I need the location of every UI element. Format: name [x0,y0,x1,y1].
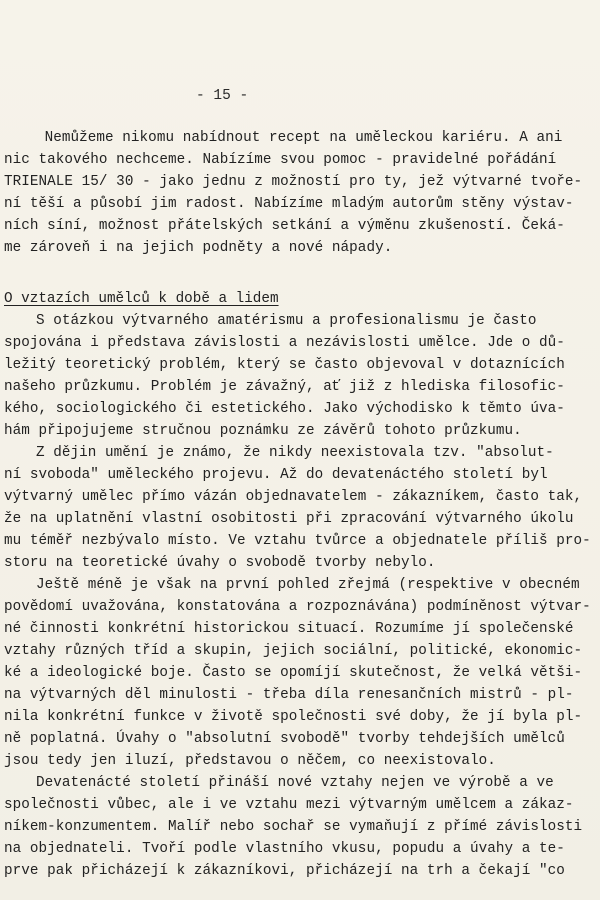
text-line: prve pak přicházejí k zákazníkovi, přicházejí na trh a čekají "co [4,863,565,879]
text-line: ní svoboda" uměleckého projevu. Až do devatenáctého století byl [4,467,548,483]
text-line: na výtvarných děl minulosti - třeba díla renesančních mistrů - pl- [4,687,574,703]
text-line: společnosti vůbec, ale i ve vztahu mezi výtvarným umělcem a zákaz- [4,797,574,813]
text-line: Devatenácté století přináší nové vztahy nejen ve výrobě a ve [36,775,554,791]
text-line: Z dějin umění je známo, že nikdy neexistovala tzv. "absolut- [36,445,554,461]
text-line: ké a ideologické boje. Často se opomíjí skutečnost, že velká větši- [4,665,583,681]
text-line: storu na teoretické úvahy o svobodě tvorby nebylo. [4,555,436,571]
text-line: výtvarný umělec přímo vázán objednavatelem - zákazníkem, často tak, [4,489,583,505]
text-line: né činnosti konkrétní historickou situací. Rozumíme jí společenské [4,621,574,637]
text-line: že na uplatnění vlastní osobitosti při zpracování výtvarného úkolu [4,511,574,527]
text-line: ních síní, možnost přátelských setkání a výměnu zkušeností. Čeká- [4,218,565,234]
text-line: Ještě méně je však na první pohled zřejmá (respektive v obecném [36,577,580,593]
text-line: S otázkou výtvarného amatérismu a profesionalismu je často [36,313,537,329]
text-line: povědomí uvažována, konstatována a rozpoznávána) podmíněnost výtvar- [4,599,591,615]
text-line: vztahy různých tříd a skupin, jejich sociální, politické, ekonomic- [4,643,583,659]
page-number: - 15 - [196,88,249,104]
text-line: ně poplatná. Úvahy o "absolutní svobodě" tvorby tehdejších umělců [4,731,565,747]
text-line: ležitý teoretický problém, který se často objevoval v dotaznících [4,357,565,373]
text-line: mu téměř nezbývalo místo. Ve vztahu tvůrce a objednatele příliš pro- [4,533,591,549]
text-line: ní těší a působí jim radost. Nabízíme mladým autorům stěny výstav- [4,196,574,212]
text-line: kého, sociologického či estetického. Jako východisko k těmto úva- [4,401,565,417]
text-line: nic takového nechceme. Nabízíme svou pomoc - pravidelné pořádání [4,152,557,168]
text-line: nila konkrétní funkce v životě společnosti své doby, že jí byla pl- [4,709,583,725]
text-line: me zároveň i na jejich podněty a nové nápady. [4,240,393,256]
text-line: na objednateli. Tvoří podle vlastního vkusu, popudu a úvahy a te- [4,841,565,857]
section-heading: O vztazích umělců k době a lidem [4,291,279,307]
text-line: hám připojujeme stručnou poznámku ze závěrů tohoto průzkumu. [4,423,522,439]
text-line: jsou tedy jen iluzí, představou o něčem, co neexistovalo. [4,753,496,769]
text-line: Nemůžeme nikomu nabídnout recept na uměleckou kariéru. A ani [36,130,563,146]
text-line: níkem-konzumentem. Malíř nebo sochař se vymaňují z přímé závislosti [4,819,583,835]
text-line: spojována i představa závislosti a nezávislosti umělce. Jde o dů- [4,335,565,351]
text-line: TRIENALE 15/ 30 - jako jednu z možností pro ty, jež výtvarné tvoře- [4,174,583,190]
text-line: našeho průzkumu. Problém je závažný, ať již z hlediska filosofic- [4,379,565,395]
